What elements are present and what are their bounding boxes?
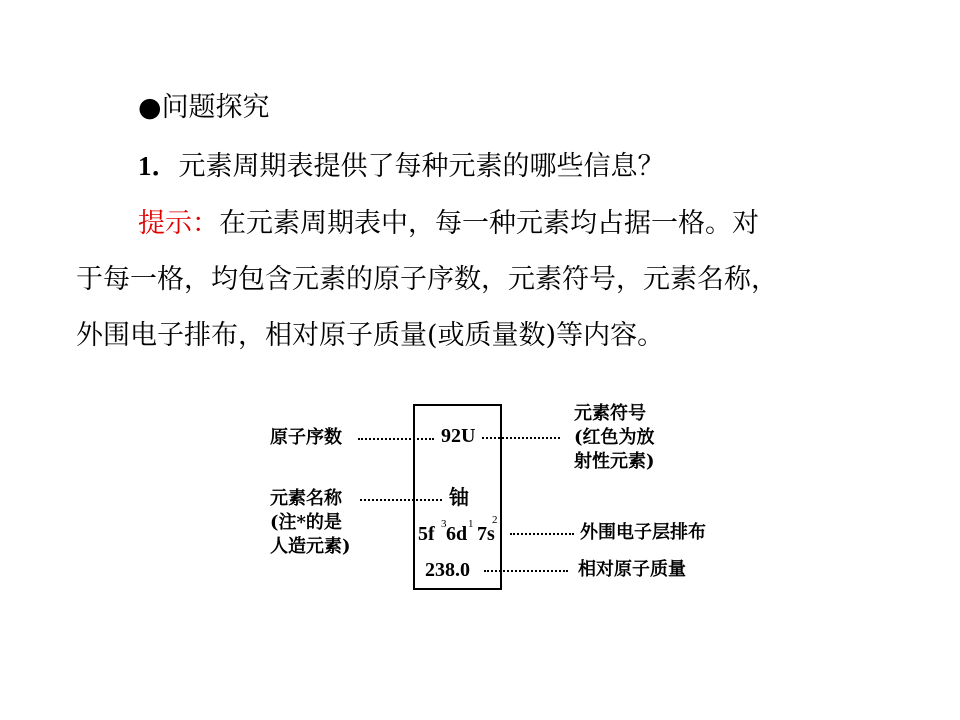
heading: 问题探究 [161, 92, 270, 123]
label-symbol-line-3: 射性元素) [574, 451, 655, 472]
label-element-name: 元素名称 [270, 488, 342, 509]
label-note-line-2: 人造元素) [270, 536, 351, 557]
label-symbol-line-2: (红色为放 [574, 427, 655, 448]
leader-atomic-number [358, 438, 434, 440]
cell-config-5f: 5f [418, 523, 435, 545]
label-atomic-number: 原子序数 [270, 427, 342, 448]
cell-config-7s-exp: 2 [492, 514, 498, 526]
leader-relative-mass [484, 570, 568, 572]
label-relative-mass: 相对原子质量 [578, 559, 686, 580]
leader-symbol [482, 437, 560, 439]
leader-outer-electrons [510, 533, 574, 535]
cell-config-5f-exp: 3 [441, 518, 447, 530]
hint-line-3: 外围电子排布，相对原子质量(或质量数)等内容。 [76, 320, 665, 351]
hint-line-2: 于每一格，均包含元素的原子序数，元素符号，元素名称， [76, 264, 778, 295]
cell-config-6d-exp: 1 [468, 518, 474, 530]
cell-config-7s: 7s [477, 523, 495, 545]
bullet-icon: ● [138, 92, 162, 123]
hint-label: 提示： [138, 208, 219, 239]
cell-number-symbol: 92U [441, 425, 476, 447]
cell-element-name: 铀 [449, 485, 469, 509]
cell-config-6d: 6d [446, 523, 468, 545]
label-symbol-line-1: 元素符号 [574, 403, 646, 424]
label-note-line-1: (注*的是 [270, 512, 342, 533]
question-text: 元素周期表提供了每种元素的哪些信息？ [178, 151, 665, 182]
hint-text-1: 在元素周期表中，每一种元素均占据一格。对 [219, 208, 759, 239]
cell-atomic-mass: 238.0 [425, 559, 470, 581]
question-number: 1． [138, 151, 179, 181]
leader-element-name [360, 499, 442, 501]
label-outer-electrons: 外围电子层排布 [580, 522, 706, 543]
